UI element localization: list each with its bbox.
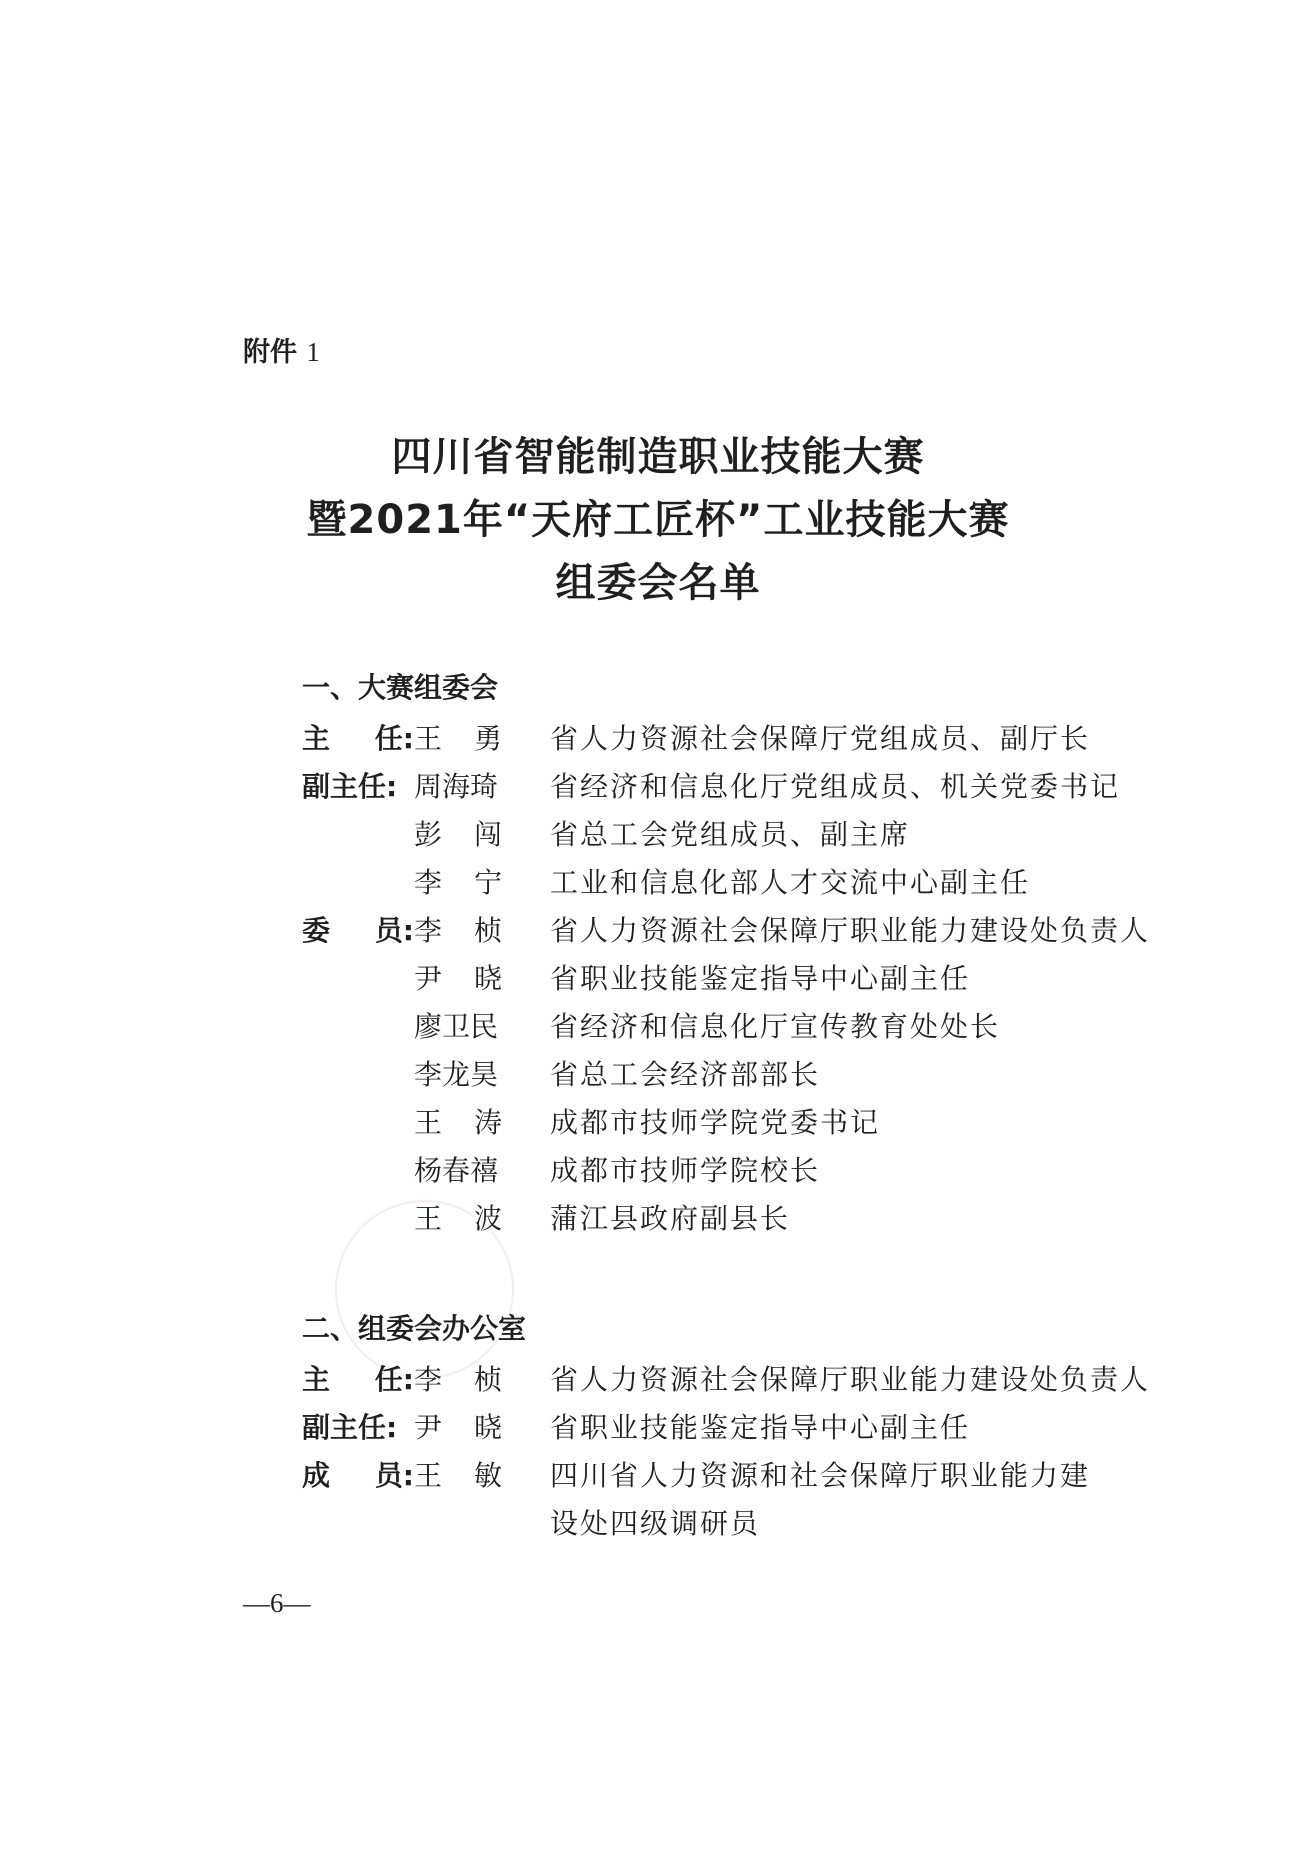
member-name-part: 王 — [414, 1202, 443, 1235]
member-role — [302, 909, 414, 949]
member-name-part: 晓 — [473, 1411, 502, 1444]
member-duty: 成都市技师学院校长 — [550, 1154, 821, 1187]
member-role-part: 成 — [302, 1459, 331, 1492]
member-duty: 工业和信息化部人才交流中心副主任 — [550, 866, 1031, 899]
member-duty: 设处四级调研员 — [550, 1507, 761, 1540]
member-name — [414, 813, 502, 853]
member-role — [302, 717, 414, 757]
member-duty: 省人力资源社会保障厅职业能力建设处负责人 — [550, 1363, 1151, 1396]
member-name — [414, 909, 502, 949]
member-duty: 四川省人力资源和社会保障厅职业能力建 — [550, 1459, 1091, 1492]
member-name-part: 彭 — [414, 818, 443, 851]
title-line-3: 组委会名单 — [555, 560, 761, 606]
member-name-part: 李龙昊 — [414, 1058, 499, 1091]
member-name — [414, 1358, 502, 1398]
member-name-part: 杨春禧 — [414, 1154, 499, 1187]
member-name-part: 桢 — [473, 914, 502, 947]
section-1-heading: 一、大赛组委会 — [302, 671, 499, 704]
member-role-part: 副主任: — [302, 1411, 398, 1444]
member-role-part: 任: — [374, 722, 414, 755]
title-line-2: 暨2021年“天府工匠杯”工业技能大赛 — [306, 497, 1010, 543]
member-role-part: 主 — [302, 1363, 331, 1396]
member-role — [302, 1358, 414, 1398]
member-name-part: 廖卫民 — [414, 1010, 499, 1043]
member-name-part: 尹 — [414, 962, 443, 995]
member-name — [414, 957, 502, 997]
member-duty: 省经济和信息化厅党组成员、机关党委书记 — [550, 770, 1121, 803]
member-name-part: 涛 — [473, 1106, 502, 1139]
member-role — [302, 765, 414, 805]
member-name-part: 王 — [414, 1106, 443, 1139]
member-name — [414, 1053, 502, 1093]
page-number: —6— — [243, 1588, 311, 1618]
member-name-part: 王 — [414, 722, 443, 755]
member-name-part: 敏 — [473, 1459, 502, 1492]
member-name-part: 宁 — [473, 866, 502, 899]
member-duty: 省职业技能鉴定指导中心副主任 — [550, 1411, 971, 1444]
attachment-number: 1 — [306, 337, 320, 367]
member-name — [414, 861, 502, 901]
member-name-part: 王 — [414, 1459, 443, 1492]
member-name — [414, 1454, 502, 1494]
member-name — [414, 1149, 502, 1189]
member-name-part: 晓 — [473, 962, 502, 995]
member-role-part: 主 — [302, 722, 331, 755]
member-role-part: 任: — [374, 1363, 414, 1396]
member-name-part: 周海琦 — [414, 770, 499, 803]
member-name-part: 李 — [414, 914, 443, 947]
member-name-part: 李 — [414, 866, 443, 899]
member-duty: 蒲江县政府副县长 — [550, 1202, 791, 1235]
member-name — [414, 717, 502, 757]
title-line-1: 四川省智能制造职业技能大赛 — [391, 434, 925, 480]
member-role-part: 委 — [302, 914, 331, 947]
member-name-part: 李 — [414, 1363, 443, 1396]
member-role-part: 副主任: — [302, 770, 398, 803]
member-role — [302, 1406, 414, 1446]
attachment-label — [243, 330, 320, 369]
member-name — [414, 1005, 502, 1045]
member-role-part: 员: — [374, 1459, 414, 1492]
member-name-part: 闯 — [473, 818, 502, 851]
member-duty: 省总工会党组成员、副主席 — [550, 818, 911, 851]
member-name — [414, 1101, 502, 1141]
member-name-part: 波 — [473, 1202, 502, 1235]
member-duty: 省总工会经济部部长 — [550, 1058, 821, 1091]
member-duty: 成都市技师学院党委书记 — [550, 1106, 881, 1139]
member-name-part: 桢 — [473, 1363, 502, 1396]
section-2-heading: 二、组委会办公室 — [302, 1312, 527, 1345]
member-name — [414, 765, 502, 805]
member-duty: 省人力资源社会保障厅党组成员、副厅长 — [550, 722, 1091, 755]
attachment-text: 附件 — [243, 337, 297, 368]
member-name-part: 勇 — [473, 722, 502, 755]
member-duty: 省职业技能鉴定指导中心副主任 — [550, 962, 971, 995]
member-name-part: 尹 — [414, 1411, 443, 1444]
member-name — [414, 1406, 502, 1446]
member-duty: 省人力资源社会保障厅职业能力建设处负责人 — [550, 914, 1151, 947]
member-name — [414, 1197, 502, 1237]
member-duty: 省经济和信息化厅宣传教育处处长 — [550, 1010, 1001, 1043]
member-role — [302, 1454, 414, 1494]
member-role-part: 员: — [374, 914, 414, 947]
